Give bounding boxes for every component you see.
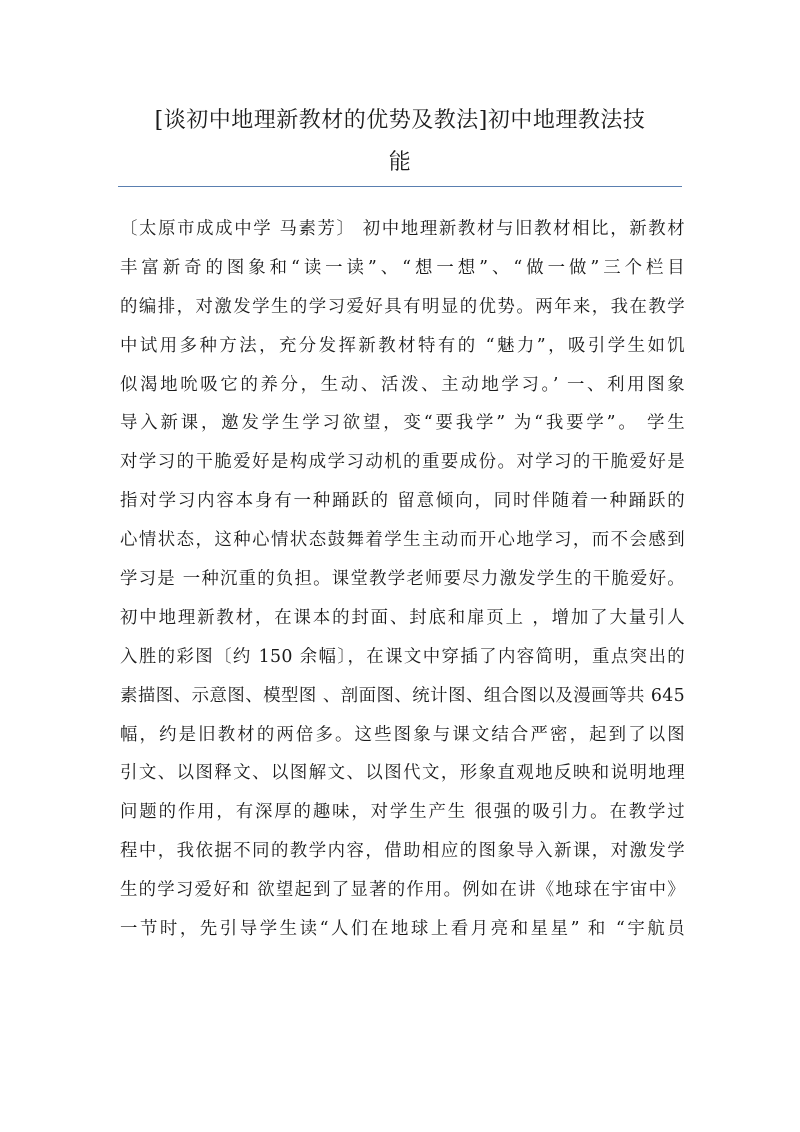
body-line: 似渴地吮吸它的养分，生动、活泼、主动地学习。’ 一、利用图象 xyxy=(120,374,685,395)
body-line: 初中地理新教材，在课本的封面、封底和扉页上 ，增加了大量引人 xyxy=(120,607,685,628)
title-divider xyxy=(118,186,682,187)
title-line: [谈初中地理新教材的优势及教法]初中地理教法技 xyxy=(154,108,646,133)
body-line: 幅，约是旧教材的两倍多。这些图象与课文结合严密，起到了以图 xyxy=(120,724,685,745)
document-title xyxy=(110,100,690,184)
document-body xyxy=(120,210,685,949)
title-line: 能 xyxy=(388,150,412,175)
body-line: 引文、以图释文、以图解文、以图代文，形象直观地反映和说明地理 xyxy=(120,763,685,784)
body-line: 入胜的彩图〔约 150 余幅〕，在课文中穿插了内容简明，重点突出的 xyxy=(120,646,685,667)
body-line: 丰富新奇的图象和“读一读”、“想一想”、“做一做”三个栏目 xyxy=(120,257,685,278)
body-line: 中试用多种方法，充分发挥新教材特有的 “魅力”，吸引学生如饥 xyxy=(120,335,685,356)
body-line: 的编排，对激发学生的学习爱好具有明显的优势。两年来，我在教学 xyxy=(120,296,685,317)
body-line: 学习是 一种沉重的负担。课堂教学老师要尽力激发学生的干脆爱好。 xyxy=(120,569,685,590)
body-line: 指对学习内容本身有一种踊跃的 留意倾向，同时伴随着一种踊跃的 xyxy=(120,491,685,512)
body-line: 心情状态，这种心情状态鼓舞着学生主动而开心地学习，而不会感到 xyxy=(120,530,685,551)
body-line: 一节时，先引导学生读“人们在地球上看月亮和星星” 和 “宇航员 xyxy=(120,919,685,940)
body-line: 素描图、示意图、模型图 、剖面图、统计图、组合图以及漫画等共 645 xyxy=(120,685,685,706)
body-line: 程中，我依据不同的教学内容，借助相应的图象导入新课，对激发学 xyxy=(120,841,685,862)
body-line: 对学习的干脆爱好是构成学习动机的重要成份。对学习的干脆爱好是 xyxy=(120,452,685,473)
body-line: 问题的作用，有深厚的趣味，对学生产生 很强的吸引力。在教学过 xyxy=(120,802,685,823)
body-line: 生的学习爱好和 欲望起到了显著的作用。例如在讲《地球在宇宙中》 xyxy=(120,880,685,901)
body-line: 导入新课，邀发学生学习欲望，变“要我学” 为“我要学”。 学生 xyxy=(120,413,685,434)
body-line: 〔太原市成成中学 马素芳〕 初中地理新教材与旧教材相比，新教材 xyxy=(120,219,685,239)
